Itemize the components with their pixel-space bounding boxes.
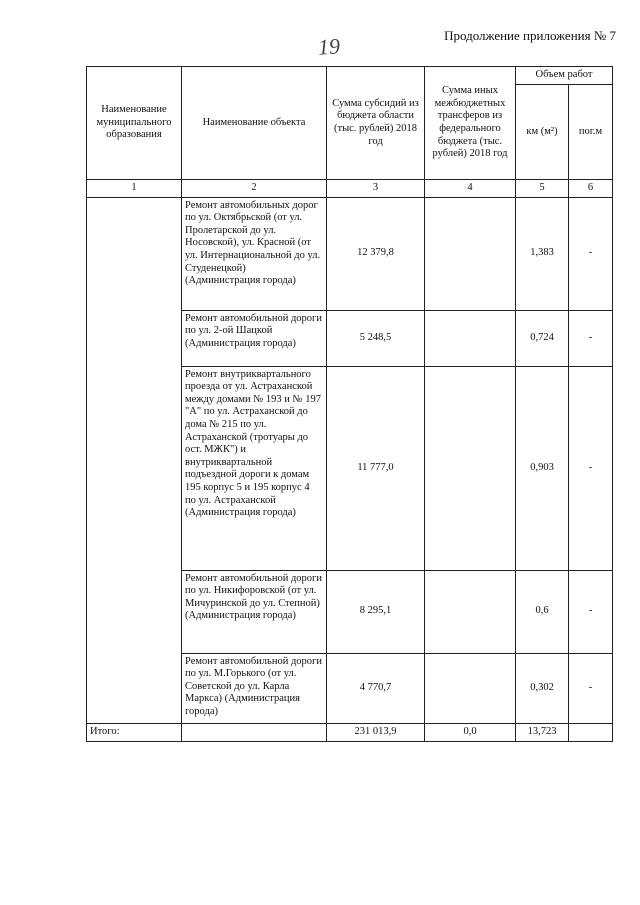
page-number: 19 <box>317 33 341 60</box>
subsidy-table <box>86 66 613 742</box>
transfer-value <box>425 570 516 653</box>
total-label: Итого: <box>87 723 182 741</box>
column-number: 4 <box>425 180 516 198</box>
total-subsidy: 231 013,9 <box>327 723 425 741</box>
subsidy-value: 4 770,7 <box>327 653 425 723</box>
object-name: Ремонт автомобильной дороги по ул. 2-ой Шацкой (Администрация города) <box>182 310 327 366</box>
column-number: 1 <box>87 180 182 198</box>
table-row <box>87 197 613 310</box>
km-value: 0,724 <box>516 310 569 366</box>
header-object: Наименование объекта <box>182 67 327 180</box>
object-name: Ремонт внутриквартального проезда от ул. Астраханской между домами № 193 и № 197 "А" по ул. Астраханской до дома № 215 по ул. Астраханской (тротуары до ост. МЖК") и внутриквартальной подъездной дороги к домам 195 корпус 5 и 195 корпус 4 по ул. Астраханской (Администрация города) <box>182 366 327 570</box>
pogm-value: - <box>569 310 613 366</box>
total-object-cell <box>182 723 327 741</box>
subsidy-value: 12 379,8 <box>327 197 425 310</box>
transfer-value <box>425 366 516 570</box>
pogm-value: - <box>569 653 613 723</box>
total-pogm <box>569 723 613 741</box>
transfer-value <box>425 197 516 310</box>
total-row <box>87 723 613 741</box>
column-number: 5 <box>516 180 569 198</box>
column-number-row <box>87 180 613 198</box>
km-value: 0,302 <box>516 653 569 723</box>
header-transfer: Сумма иных межбюджетных трансферов из федерального бюджета (тыс. рублей) 2018 год <box>425 67 516 180</box>
km-value: 1,383 <box>516 197 569 310</box>
appendix-title: Продолжение приложения № 7 <box>444 28 616 43</box>
pogm-value: - <box>569 366 613 570</box>
municipality-cell <box>87 197 182 723</box>
pogm-value: - <box>569 570 613 653</box>
object-name: Ремонт автомобильных дорог по ул. Октябрьской (от ул. Пролетарской до ул. Носовской), ул. Красной (от ул. Интернациональной до ул. Студенецкой) (Администрация города) <box>182 197 327 310</box>
header-municipality: Наименование муниципального образования <box>87 67 182 180</box>
column-number: 3 <box>327 180 425 198</box>
total-km: 13,723 <box>516 723 569 741</box>
header-subsidy: Сумма субсидий из бюджета области (тыс. рублей) 2018 год <box>327 67 425 180</box>
subsidy-value: 5 248,5 <box>327 310 425 366</box>
km-value: 0,6 <box>516 570 569 653</box>
header-pogm: пог.м <box>569 84 613 179</box>
total-transfer: 0,0 <box>425 723 516 741</box>
object-name: Ремонт автомобильной дороги по ул. М.Горького (от ул. Советской до ул. Карла Маркса) (Администрация города) <box>182 653 327 723</box>
subsidy-value: 11 777,0 <box>327 366 425 570</box>
subsidy-value: 8 295,1 <box>327 570 425 653</box>
header-volume-group: Объем работ <box>516 67 613 85</box>
transfer-value <box>425 653 516 723</box>
transfer-value <box>425 310 516 366</box>
column-number: 6 <box>569 180 613 198</box>
object-name: Ремонт автомобильной дороги по ул. Никифоровской (от ул. Мичуринской до ул. Степной) (Администрация города) <box>182 570 327 653</box>
km-value: 0,903 <box>516 366 569 570</box>
column-number: 2 <box>182 180 327 198</box>
pogm-value: - <box>569 197 613 310</box>
header-km: км (м²) <box>516 84 569 179</box>
